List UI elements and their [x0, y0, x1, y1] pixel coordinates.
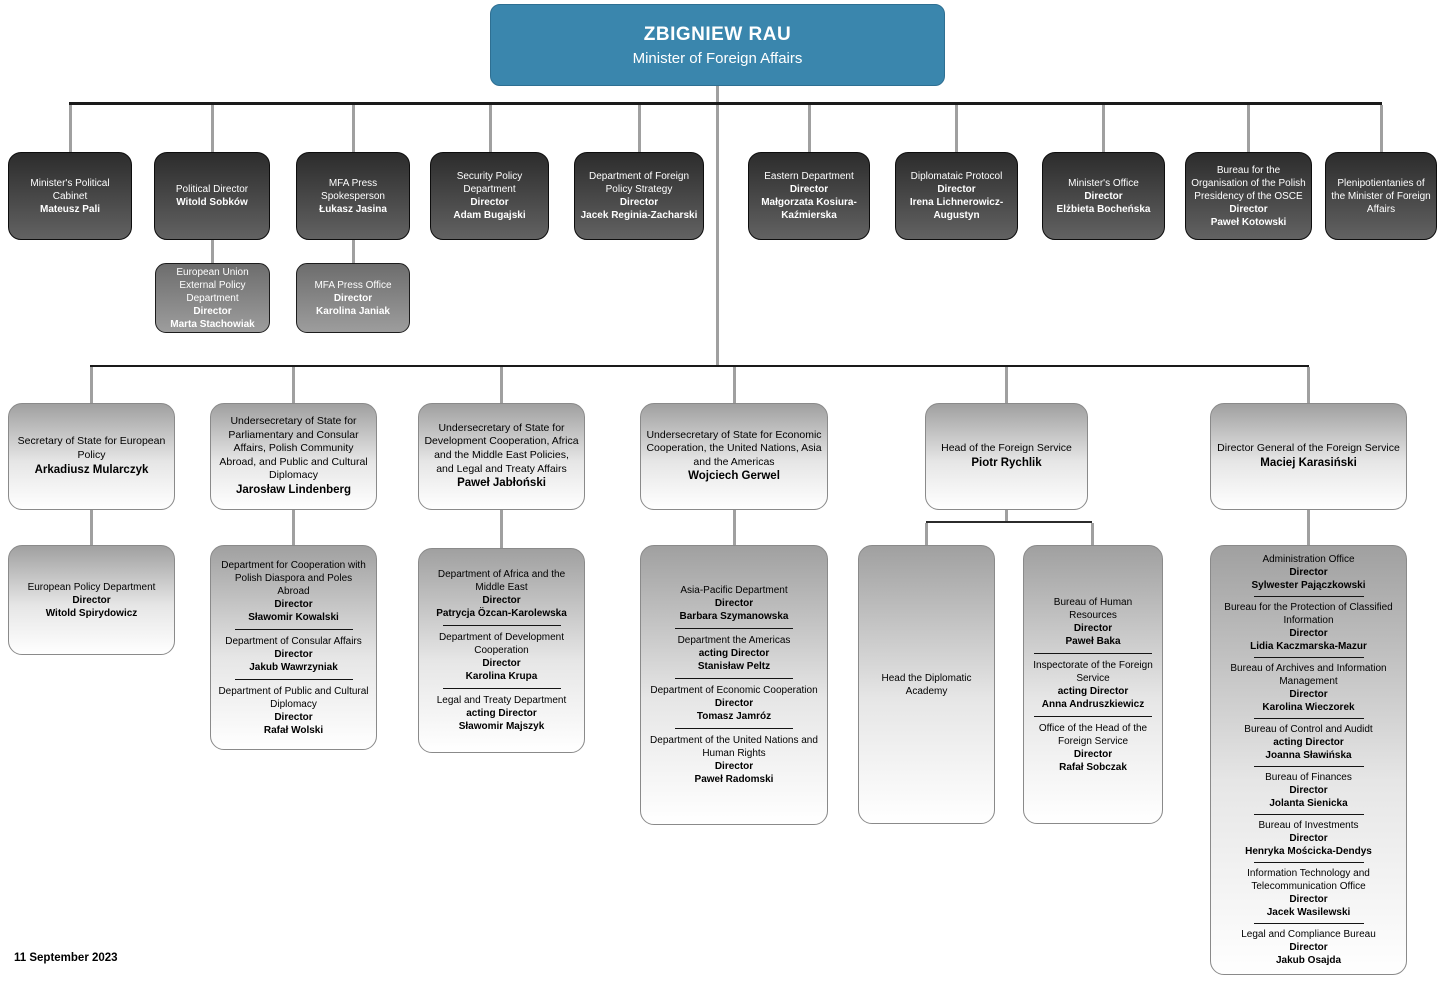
person-name: Karolina Wieczorek: [1262, 702, 1355, 713]
department-section: [1216, 771, 1401, 810]
box-minister: [490, 4, 945, 86]
person-name: Stanisław Peltz: [697, 661, 771, 672]
person-name: Jakub Wawrzyniak: [249, 661, 338, 673]
person-name: Barbara Szymanowska: [679, 611, 789, 622]
connector-stub: [211, 105, 214, 152]
box-africa-development-legal-departments: [418, 548, 585, 753]
box-hr-inspectorate-office-head: [1023, 545, 1163, 824]
box-diplomatic-protocol: [895, 152, 1018, 240]
section-divider: [1254, 862, 1364, 863]
box-diplomatic-academy: [858, 545, 995, 824]
department-section: [1029, 659, 1157, 711]
connector-stub: [638, 105, 641, 152]
department-section: [1216, 662, 1401, 714]
unit-label: Administration Office: [1262, 554, 1355, 565]
box-mfa-press-office: [296, 263, 410, 333]
person-name: Maciej Karasiński: [1260, 456, 1357, 469]
connector-stub: [955, 105, 958, 152]
unit-label: Minister's Office: [1068, 177, 1139, 189]
unit-label: Legal and Treaty Department: [436, 695, 567, 706]
person-name: Henryka Mościcka-Dendys: [1245, 846, 1372, 857]
person-name: Jolanta Sienicka: [1269, 798, 1348, 809]
box-director-general-foreign-service: [1210, 403, 1407, 510]
box-undersecretary-parliamentary-consular: [210, 403, 377, 510]
unit-label: Department of the United Nations and Human Rights: [650, 735, 818, 759]
person-name: Tomasz Jamróz: [696, 711, 772, 722]
role-label: Director: [619, 197, 659, 208]
person-name: Patrycja Özcan-Karolewska: [436, 608, 567, 619]
unit-label: Department of Consular Affairs: [225, 635, 362, 647]
role-label: Director: [714, 598, 754, 609]
department-section: [424, 694, 579, 733]
role-label: Director: [1289, 833, 1328, 844]
role-label: Director: [1289, 785, 1328, 796]
connector-stub: [292, 510, 295, 545]
section-divider: [1254, 596, 1364, 597]
unit-label: Head of the Foreign Service: [941, 442, 1072, 455]
section-divider: [675, 728, 793, 729]
role-label: acting Director: [1273, 737, 1344, 748]
connector-stub: [500, 510, 503, 548]
person-name: Karolina Janiak: [316, 305, 390, 317]
minister-name: ZBIGNIEW RAU: [643, 23, 792, 45]
role-label: Director: [1073, 748, 1113, 760]
box-asia-americas-economic-un-departments: [640, 545, 828, 825]
connector-tier2-horizontal: [90, 365, 1309, 367]
role-label: Director: [789, 184, 829, 195]
department-section: [1216, 723, 1401, 762]
unit-label: Information Technology and Telecommunication Office: [1247, 868, 1370, 892]
person-name: Jakub Osajda: [1275, 955, 1342, 966]
person-name: Rafał Wolski: [263, 724, 324, 736]
person-name: Arkadiusz Mularczyk: [34, 463, 149, 476]
person-name: Witold Spirydowicz: [45, 607, 138, 619]
section-divider: [443, 625, 561, 626]
box-undersecretary-economic-cooperation: [640, 403, 828, 510]
role-label: Director: [274, 648, 313, 660]
connector-stub: [808, 105, 811, 152]
department-section: [424, 568, 579, 620]
department-section: [1216, 601, 1401, 653]
unit-label: MFA Press Office: [314, 279, 392, 291]
person-name: Mateusz Pali: [39, 203, 101, 215]
person-name: Jarosław Lindenberg: [235, 484, 352, 497]
person-name: Łukasz Jasina: [319, 203, 387, 215]
role-label: Director: [1084, 190, 1123, 202]
department-section: [1216, 867, 1401, 919]
role-label: Director: [1229, 203, 1268, 215]
connector-stub: [352, 240, 355, 263]
department-section: [1029, 596, 1157, 648]
department-section: [646, 584, 822, 623]
box-european-policy-department: [8, 545, 175, 655]
section-divider: [675, 628, 793, 629]
unit-label: Department for Cooperation with Polish Diaspora and Poles Abroad: [221, 559, 366, 597]
box-head-foreign-service: [925, 403, 1088, 510]
minister-role: Minister of Foreign Affairs: [632, 49, 803, 67]
connector-stub: [90, 510, 93, 545]
section-divider: [1254, 814, 1364, 815]
connector-stub: [1102, 105, 1105, 152]
connector-stub: [1307, 367, 1310, 403]
unit-label: Bureau of Human Resources: [1053, 596, 1133, 621]
unit-label: Office of the Head of the Foreign Service: [1038, 722, 1148, 747]
person-name: Paweł Jabłoński: [457, 477, 546, 490]
unit-label: Department of Development Cooperation: [438, 632, 565, 656]
unit-label: Legal and Compliance Bureau: [1241, 929, 1376, 940]
role-label: Director: [274, 598, 313, 610]
box-ministers-office: [1042, 152, 1165, 240]
connector-tier1-horizontal: [69, 102, 1382, 105]
section-divider: [235, 629, 353, 630]
person-name: Marta Stachowiak: [170, 318, 255, 330]
person-name: Elżbieta Bocheńska: [1056, 203, 1151, 215]
role-label: Director: [1289, 689, 1328, 700]
connector-stub: [1091, 523, 1094, 545]
connector-stub: [489, 105, 492, 152]
department-section: [864, 672, 989, 698]
box-diaspora-consular-cultural-departments: [210, 545, 377, 750]
section-divider: [1254, 657, 1364, 658]
person-name: Witold Sobków: [176, 197, 248, 208]
unit-label: Bureau for the Protection of Classified Information: [1224, 602, 1393, 626]
role-label: acting Director: [466, 708, 537, 719]
role-label: Director: [193, 305, 232, 317]
role-label: Director: [1073, 622, 1113, 634]
box-political-director: [154, 152, 270, 240]
department-section: [1029, 722, 1157, 774]
connector-stub: [925, 523, 928, 545]
unit-label: Bureau for the Organisation of the Polish Presidency of the OSCE: [1191, 164, 1306, 202]
connector-stub: [90, 367, 93, 403]
department-section: [216, 685, 371, 737]
connector-minister-vertical: [716, 86, 719, 367]
chart-date: 11 September 2023: [14, 952, 118, 964]
connector-stub: [1005, 367, 1008, 403]
section-divider: [675, 678, 793, 679]
connector-stub: [1380, 105, 1383, 152]
connector-stub: [211, 240, 214, 263]
connector-stub: [1005, 508, 1008, 522]
section-divider: [1034, 653, 1152, 654]
person-name: Adam Bugajski: [453, 210, 526, 221]
connector-stub: [69, 105, 72, 152]
box-foreign-policy-strategy: [574, 152, 704, 240]
department-section: [646, 684, 822, 723]
role-label: Director: [482, 658, 521, 669]
unit-label: Minister's Political Cabinet: [30, 177, 110, 202]
person-name: Paweł Radomski: [694, 774, 774, 785]
unit-label: Political Director: [175, 184, 249, 195]
person-name: Jacek Wasilewski: [1266, 907, 1351, 918]
role-label: Director: [714, 698, 754, 709]
person-name: Małgorzata Kosiura-Kaźmierska: [761, 197, 857, 221]
role-label: Director: [470, 197, 509, 208]
role-label: Director: [1289, 567, 1328, 578]
box-secretary-of-state: [8, 403, 175, 510]
person-name: Paweł Baka: [1065, 635, 1121, 647]
department-section: [646, 734, 822, 786]
unit-label: Inspectorate of the Foreign Service: [1033, 659, 1153, 684]
department-section: [1216, 819, 1401, 858]
unit-label: Head the Diplomatic Academy: [881, 672, 972, 697]
unit-label: Department of Economic Cooperation: [650, 685, 818, 696]
unit-label: Plenipotientanies of the Minister of Foreign Affairs: [1331, 177, 1431, 215]
unit-label: Undersecretary of State for Parliamentary and Consular Affairs, Polish Community Abroad, and Public and Cultural Diplomacy: [219, 414, 368, 482]
person-name: Piotr Rychlik: [971, 456, 1042, 469]
connector-stub: [352, 105, 355, 152]
person-name: Sławomir Kowalski: [248, 611, 339, 623]
box-osce-presidency-bureau: [1185, 152, 1312, 240]
unit-label: Security Policy Department: [456, 171, 523, 195]
unit-label: Diplomataic Protocol: [910, 171, 1003, 182]
unit-label: Bureau of Control and Audidt: [1244, 724, 1373, 735]
box-mfa-press-spokesperson: [296, 152, 410, 240]
section-divider: [1034, 716, 1152, 717]
person-name: Joanna Sławińska: [1265, 750, 1352, 761]
unit-label: European Union External Policy Department: [176, 266, 249, 304]
person-name: Rafał Sobczak: [1059, 761, 1127, 773]
role-label: Director: [714, 761, 754, 772]
connector-stub: [1307, 510, 1310, 545]
unit-label: Bureau of Finances: [1265, 772, 1352, 783]
section-divider: [443, 688, 561, 689]
person-name: Irena Lichnerowicz-Augustyn: [909, 197, 1004, 221]
unit-label: Director General of the Foreign Service: [1217, 442, 1400, 455]
unit-label: European Policy Department: [27, 581, 156, 593]
unit-label: Department of Africa and the Middle East: [437, 569, 566, 593]
section-divider: [235, 679, 353, 680]
unit-label: Bureau of Archives and Information Management: [1230, 663, 1387, 687]
section-divider: [1254, 923, 1364, 924]
role-label: Director: [1289, 894, 1328, 905]
role-label: acting Director: [1057, 685, 1129, 697]
unit-label: Undersecretary of State for Development Cooperation, Africa and the Middle East Policies, and Legal and Treaty Affairs: [424, 421, 579, 475]
box-eastern-department: [748, 152, 870, 240]
connector-stub: [733, 510, 736, 545]
unit-label: Department the Americas: [677, 635, 791, 646]
box-security-policy-department: [430, 152, 549, 240]
unit-label: Department of Public and Cultural Diplomacy: [218, 685, 369, 710]
department-section: [646, 634, 822, 673]
person-name: Paweł Kotowski: [1210, 216, 1287, 228]
box-director-general-bureaus: [1210, 545, 1407, 975]
connector-foreign-service-bracket: [926, 521, 1092, 523]
unit-label: Asia-Pacific Department: [680, 585, 788, 596]
person-name: Anna Andruszkiewicz: [1041, 698, 1145, 710]
role-label: Director: [72, 594, 111, 606]
unit-label: MFA Press Spokesperson: [321, 177, 385, 202]
department-section: [216, 635, 371, 674]
role-label: Director: [937, 184, 976, 195]
box-plenipotentiaries: [1325, 152, 1437, 240]
role-label: Director: [333, 292, 373, 304]
department-section: [1216, 928, 1401, 967]
person-name: Jacek Reginia-Zacharski: [580, 210, 698, 221]
department-section: [14, 581, 169, 620]
person-name: Karolina Krupa: [465, 671, 538, 682]
person-name: Sławomir Majszyk: [458, 721, 545, 732]
person-name: Lidia Kaczmarska-Mazur: [1250, 641, 1367, 652]
role-label: Director: [274, 711, 313, 723]
connector-stub: [733, 367, 736, 403]
role-label: Director: [1289, 628, 1328, 639]
department-section: [1216, 553, 1401, 592]
section-divider: [1254, 766, 1364, 767]
unit-label: Bureau of Investments: [1258, 820, 1359, 831]
box-ministers-political-cabinet: [8, 152, 132, 240]
unit-label: Eastern Department: [764, 171, 854, 182]
role-label: Director: [1289, 942, 1328, 953]
unit-label: Secretary of State for European Policy: [17, 435, 166, 462]
role-label: acting Director: [698, 648, 770, 659]
connector-stub: [292, 367, 295, 403]
department-section: [216, 559, 371, 624]
role-label: Director: [482, 595, 521, 606]
unit-label: Undersecretary of State for Economic Cooperation, the United Nations, Asia and the Americas: [646, 428, 822, 468]
box-eu-external-policy-department: [155, 263, 270, 333]
department-section: [424, 631, 579, 683]
person-name: Sylwester Pajączkowski: [1251, 580, 1366, 591]
person-name: Wojciech Gerwel: [688, 470, 780, 483]
section-divider: [1254, 718, 1364, 719]
connector-stub: [500, 367, 503, 403]
connector-stub: [1247, 105, 1250, 152]
box-undersecretary-development-cooperation: [418, 403, 585, 510]
unit-label: Department of Foreign Policy Strategy: [588, 171, 690, 195]
